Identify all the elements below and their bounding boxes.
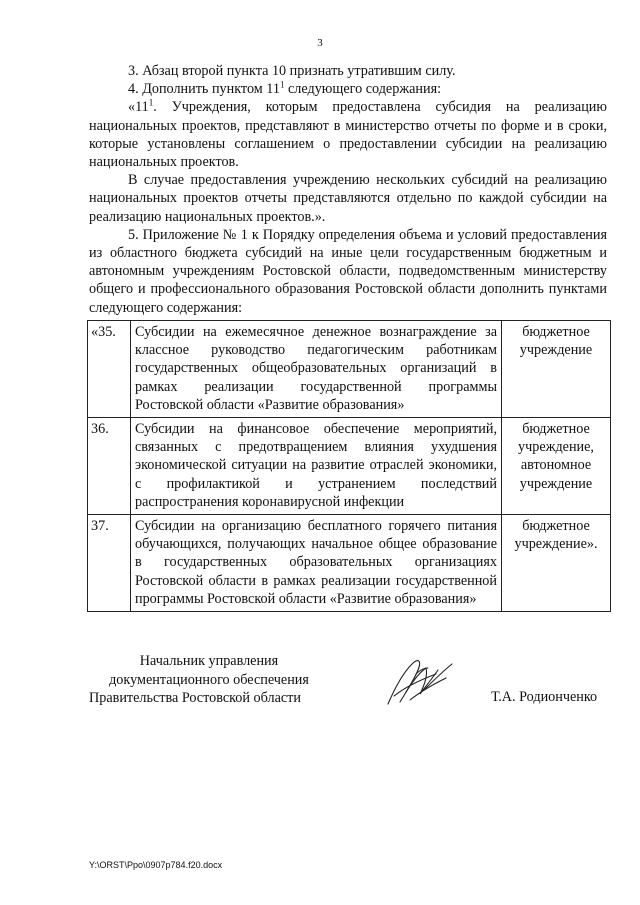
handwritten-signature-icon xyxy=(380,652,460,712)
paragraph-item-3: 3. Абзац второй пункта 10 признать утратившим силу. xyxy=(128,63,456,79)
table-row xyxy=(88,418,611,515)
institution-type-line: бюджетное xyxy=(522,518,590,535)
signatory-title xyxy=(89,652,329,708)
table-row xyxy=(88,515,611,612)
signatory-title-line: документационного обеспечения xyxy=(109,671,309,688)
row-number: 37. xyxy=(88,515,131,612)
paragraph-text: следующего содержания: xyxy=(284,81,442,98)
signatory-title-line: Начальник управления xyxy=(139,653,279,669)
institution-type-line: бюджетное xyxy=(522,324,590,340)
file-path-footer: Y:\ORST\Ppo\0907p784.f20.docx xyxy=(89,860,223,870)
institution-type-line: учреждение». xyxy=(514,536,598,553)
superscript: 1 xyxy=(279,79,285,90)
subsidy-description: Субсидии на ежемесячное денежное вознаграждение за классное руководство педагогическим работникам государственных общеобразовательных организаций в рамках реализации государственной программы Ростовской области «Развитие образования» xyxy=(131,321,502,418)
institution-type xyxy=(502,515,611,612)
institution-type xyxy=(502,418,611,515)
institution-type-line: учреждение xyxy=(519,342,593,359)
institution-type-line: бюджетное xyxy=(522,421,590,438)
institution-type-line: учреждение, xyxy=(518,439,594,456)
paragraph-item-5: 5. Приложение № 1 к Порядку определения объема и условий предоставления из областного бюджета субсидий на иные цели государственным бюджетным и автономным учреждениям Ростовской области, подведомственным министерству общего и профессионального образования Ростовской области дополнить пунктами следующего содержания: xyxy=(89,226,607,316)
page-number: 3 xyxy=(317,37,323,49)
paragraph-text: 4. Дополнить пунктом 11 xyxy=(128,81,280,98)
superscript: 1 xyxy=(148,97,154,108)
paragraph-item-4 xyxy=(89,80,607,98)
paragraph-text: «11 xyxy=(128,99,149,116)
signatory-name: Т.А. Родионченко xyxy=(491,689,598,705)
subsidy-description: Субсидии на финансовое обеспечение мероприятий, связанных с предотвращением влияния ухудшения экономической ситуации на развитие отраслей экономики, с профилактикой и устранением последствий распространения коронавирусной инфекции xyxy=(131,418,502,515)
institution-type-line: автономное xyxy=(520,457,592,474)
paragraph-multiple-subsidies: В случае предоставления учреждению нескольких субсидий на реализацию национальных проектов отчеты представляются отдельно по каждой субсидии на реализацию национальных проектов.». xyxy=(89,172,607,225)
signatory-title-line: Правительства Ростовской области xyxy=(89,690,301,706)
document-body xyxy=(89,62,607,317)
institution-type-line: учреждение xyxy=(519,475,593,492)
table-row xyxy=(88,321,611,418)
subsidy-description: Субсидии на организацию бесплатного горячего питания обучающихся, получающих начальное общее образование в государственных образовательных организациях Ростовской области в рамках реализации государственной программы Ростовской области «Развитие образования» xyxy=(131,515,502,612)
row-number: «35. xyxy=(88,321,131,418)
institution-type xyxy=(502,321,611,418)
paragraph-text: . Учреждения, которым предоставлена субсидия на реализацию национальных проектов, представляют в министерство отчеты по форме и в сроки, которые установлены соглашением о предоставлении субсидии на реализацию национальных проектов. xyxy=(89,99,607,171)
subsidies-table xyxy=(87,320,611,612)
row-number: 36. xyxy=(88,418,131,515)
paragraph-item-11-1 xyxy=(89,98,607,171)
